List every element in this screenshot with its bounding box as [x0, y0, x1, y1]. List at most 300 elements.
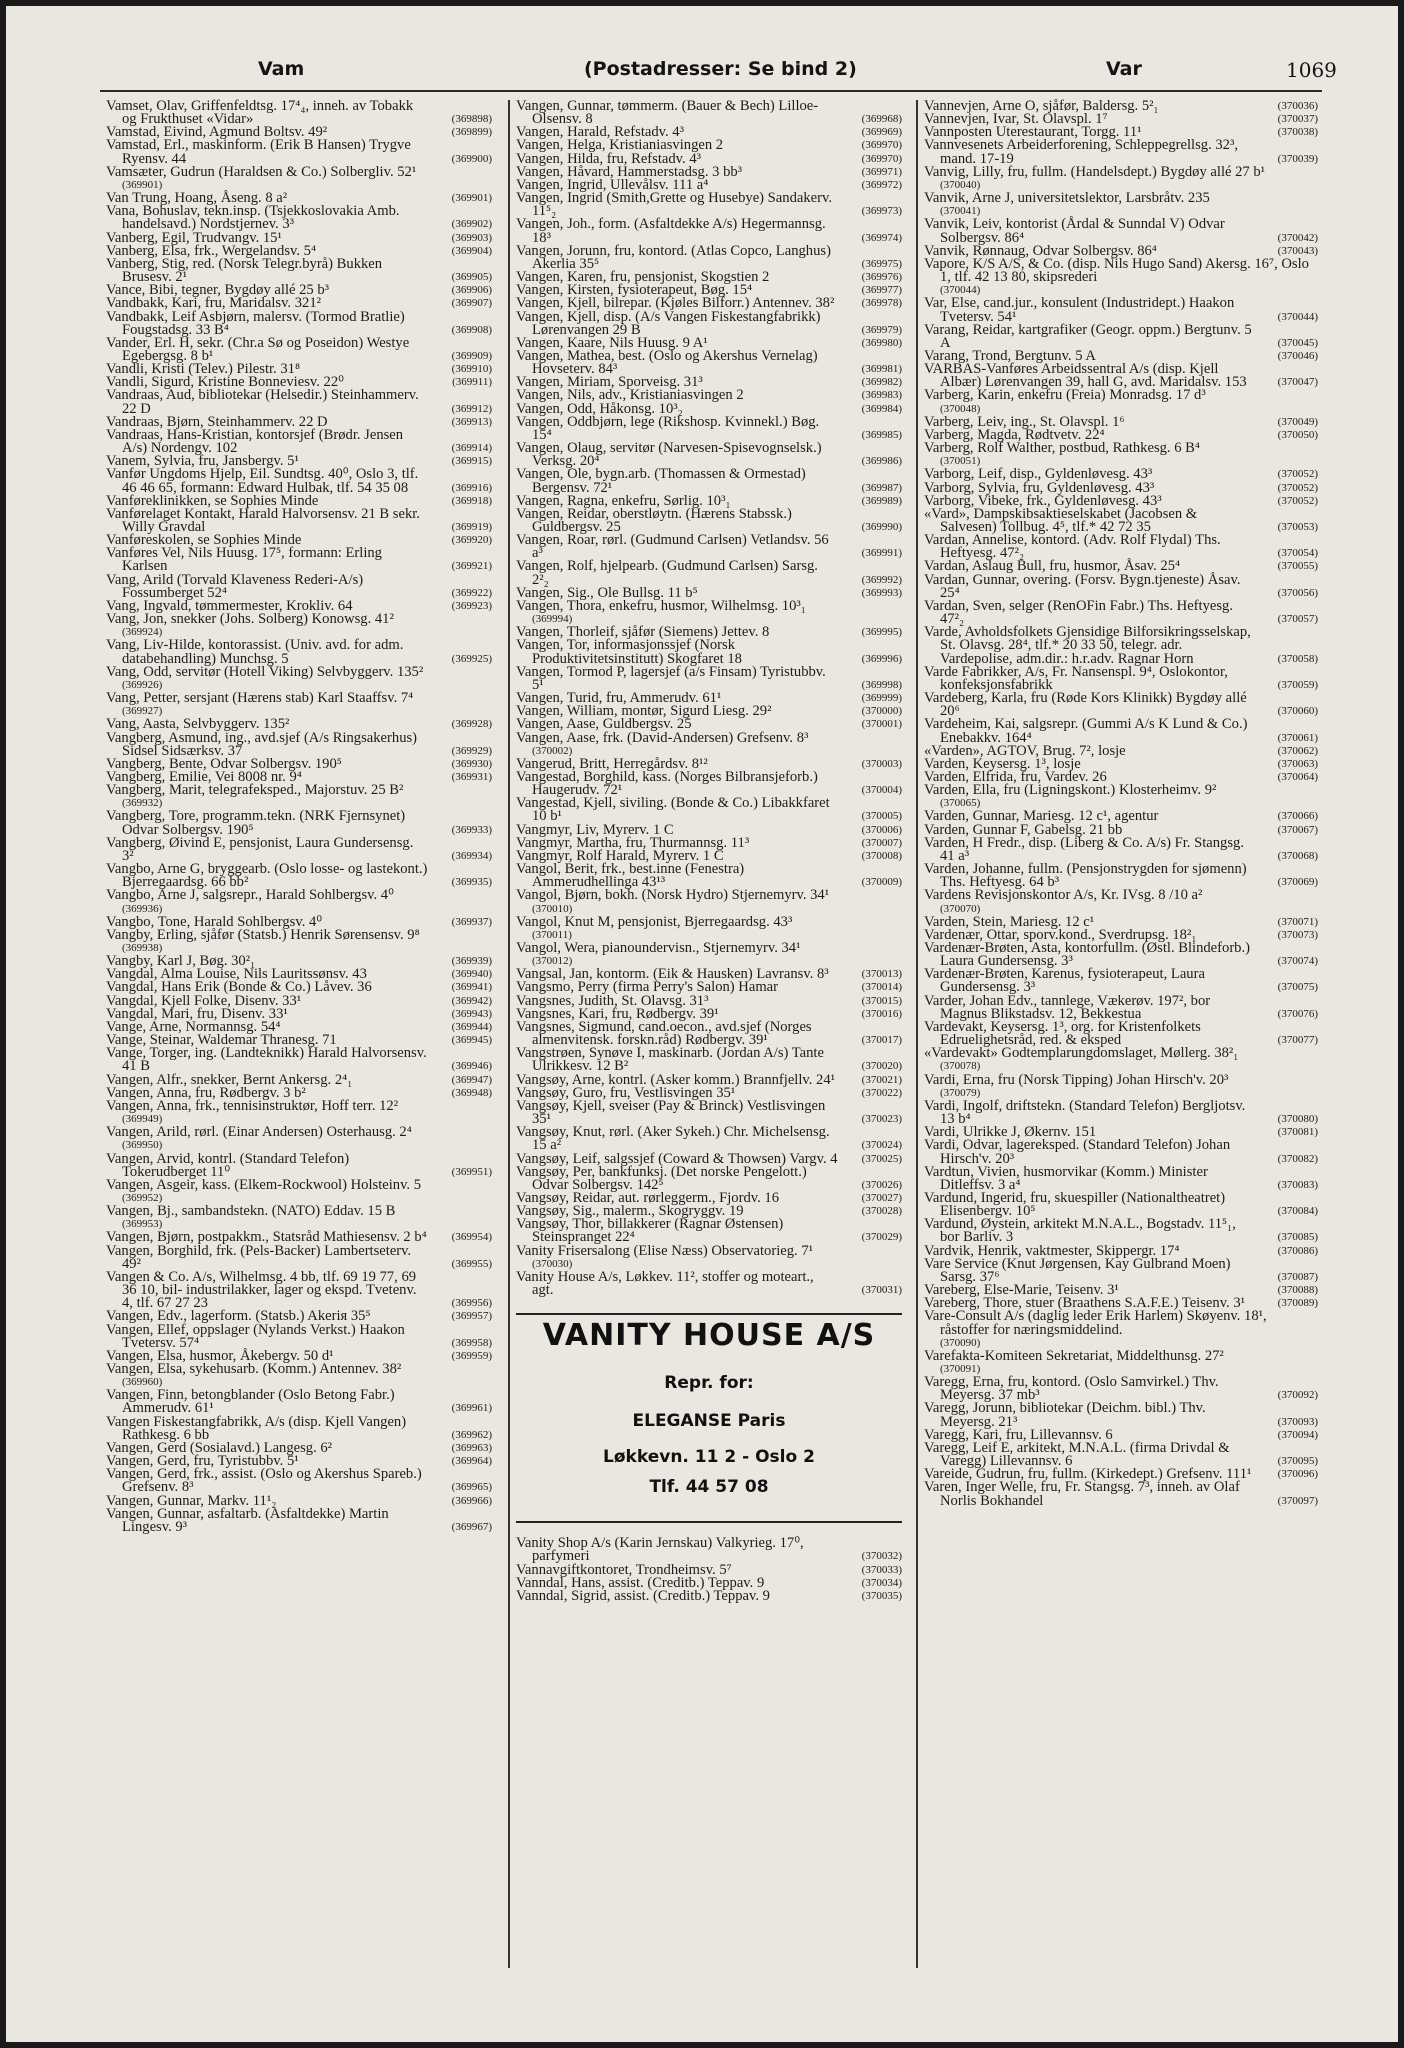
entry-text: Vangen, Arvid, kontrl. (Standard Telefon) Tokerudberget 11⁰ [106, 1150, 350, 1180]
entry-text: Vangen, Harald, Refstadv. 4³ [516, 124, 684, 141]
entry-code: (370004) [861, 784, 902, 797]
entry-text: Varegg, Jorunn, bibliotekar (Deichm. bibl.) Thv. Meyersg. 21³ [924, 1400, 1206, 1430]
entry-code: (370074) [1277, 955, 1318, 968]
entry-code: (370064) [1277, 770, 1318, 783]
directory-entry [924, 1218, 1318, 1244]
entry-text: Vangberg, Bente, Odvar Solbergsv. 190⁵ [106, 755, 342, 772]
entry-code: (369964) [451, 1455, 492, 1468]
entry-code: (369927) [122, 705, 163, 718]
entry-text: Vangbo, Tone, Harald Sohlbergsv. 4⁰ [106, 913, 323, 930]
entry-code: (369907) [451, 297, 492, 310]
entry-text: Vange, Steinar, Waldemar Thranesg. 71 [106, 1032, 337, 1049]
entry-text: Vana, Bohuslav, tekn.insp. (Tsjekkoslovakia Amb. handelsavd.) Nordstjernev. 3³ [106, 203, 400, 233]
entry-code: (369950) [122, 1139, 163, 1152]
entry-text: Vandraas, Hans-Kristian, kontorsjef (Brødr. Jensen A/s) Nordengv. 102 [106, 426, 404, 457]
entry-code: (369899) [451, 126, 492, 139]
directory-entry [106, 810, 492, 836]
directory-entry [106, 255, 492, 286]
entry-text: Vardeheim, Kai, salgsrepr. (Gummi A/s K Lund & Co.) Enebakkv. 164⁴ [924, 716, 1248, 746]
entry-text: Vanføres Vel, Nils Huusg. 17⁵, formann: Erling Karlsen [106, 545, 382, 575]
entry-code: (370040) [940, 178, 981, 191]
entry-text: Vandraas, Aud, bibliotekar (Helsedir.) Steinhammerv. 22 D [106, 387, 419, 417]
entry-code: (369978) [861, 297, 902, 310]
entry-text: Vareberg, Thore, stuer (Braathens S.A.F.E.) Teisenv. 3¹ [924, 1295, 1246, 1312]
entry-text: Vareberg, Else-Marie, Teisenv. 3¹ [924, 1282, 1119, 1299]
entry-code: (370020) [861, 1060, 902, 1073]
entry-code: (370002) [532, 744, 573, 757]
entry-code: (370096) [1277, 1468, 1318, 1481]
entry-text: Varden, Ella, fru (Ligningskont.) Klosterheimv. 9² [924, 782, 1217, 799]
directory-entry [924, 1481, 1318, 1507]
entry-code: (369911) [452, 376, 492, 389]
entry-code: (370006) [861, 823, 902, 836]
header-middle: (Postadresser: Se bind 2) [584, 58, 857, 80]
entry-text: Vangmyr, Liv, Myrerv. 1 C [516, 821, 674, 838]
entry-text: Vangsal, Jan, kontorm. (Eik & Hausken) Lavransv. 8³ [516, 966, 829, 983]
entry-code: (369903) [451, 231, 492, 244]
entry-code: (369937) [451, 915, 492, 928]
directory-entry [106, 1150, 492, 1180]
entry-text: Varberg, Rolf Walther, postbud, Rathkesg. 6 B⁴ [924, 440, 1200, 457]
directory-entry [924, 1402, 1318, 1428]
entry-text: Vangbo, Arne J, salgsrepr., Harald Sohlbergsv. 4⁰ [106, 887, 394, 904]
entry-code: (369959) [451, 1349, 492, 1362]
entry-text: Vangen, Joh., form. (Asfaltdekke A/s) Hegermannsg. 18³ [516, 216, 826, 246]
directory-entry [516, 347, 902, 378]
entry-text: Varegg, Erna, fru, kontord. (Oslo Samvirkel.) Thv. Meyersg. 37 mb³ [924, 1374, 1219, 1404]
entry-code: (369921) [451, 560, 492, 573]
entry-code: (369999) [861, 692, 902, 705]
column-2-entries [516, 100, 902, 1297]
entry-text: Vangsmo, Perry (firma Perry's Salon) Hamar [516, 979, 779, 996]
entry-text: Vang, Arild (Torvald Klaveness Rederi-A/s) Fossumberget 52⁴ [106, 571, 364, 601]
directory-entry [924, 1047, 1318, 1073]
entry-text: Vangen, Aase, Guldbergsv. 25 [516, 716, 692, 733]
entry-code: (369924) [122, 626, 163, 639]
entry-text: Varborg, Sylvia, fru, Gyldenløvesg. 43³ [924, 479, 1155, 496]
entry-text: Vandbakk, Leif Asbjørn, malersv. (Tormod Bratlie) Fougstadsg. 33 B⁴ [106, 308, 405, 338]
directory-entry [924, 834, 1318, 864]
entry-code: (370083) [1277, 1178, 1318, 1191]
entry-text: Vangsøy, Reidar, aut. rørleggerm., Fjordv. 16 [516, 1189, 779, 1206]
entry-code: (370090) [940, 1336, 981, 1349]
directory-entry [516, 1537, 902, 1563]
entry-code: (370027) [861, 1191, 902, 1204]
entry-code: (370044) [1277, 310, 1318, 323]
directory-entry [516, 1163, 902, 1193]
entry-text: Vangen, Edv., lagerform. (Statsb.) Akerія 35⁵ [106, 1308, 371, 1325]
directory-entry [516, 1242, 902, 1271]
entry-code: (370068) [1277, 849, 1318, 862]
header-rule [100, 90, 1322, 92]
entry-code: (369906) [451, 284, 492, 297]
directory-entry [516, 505, 902, 535]
entry-code: (369953) [122, 1218, 163, 1231]
entry-code: (370045) [1277, 336, 1318, 349]
entry-text: Vandraas, Bjørn, Steinhammerv. 22 D [106, 413, 328, 430]
ad-company-name: VANITY HOUSE A/S [542, 1318, 876, 1354]
entry-text: Vardan, Aslaug Bull, fru, husmor, Åsav. 25⁴ [924, 558, 1181, 575]
directory-entry [106, 1242, 492, 1272]
directory-entry [924, 1071, 1318, 1100]
directory-entry [924, 1376, 1318, 1402]
entry-code: (369996) [861, 652, 902, 665]
entry-code: (369956) [451, 1297, 492, 1310]
entry-code: (370075) [1277, 981, 1318, 994]
column-divider [508, 100, 510, 1968]
directory-entry [516, 242, 902, 272]
entry-code: (369943) [451, 1007, 492, 1020]
entry-text: Vang, Aasta, Selvbyggerv. 135² [106, 716, 290, 733]
entry-text: Varegg, Kari, fru, Lillevannsv. 6 [924, 1426, 1113, 1443]
entry-text: Varberg, Karin, enkefru (Freia) Monradsg. 17 d³ [924, 387, 1206, 404]
directory-entry [924, 1255, 1318, 1285]
entry-text: Vangsøy, Arne, kontrl. (Asker komm.) Brannfjellv. 24¹ [516, 1071, 836, 1088]
entry-code: (370043) [1277, 244, 1318, 257]
directory-entry [106, 926, 492, 955]
entry-code: (370032) [861, 1550, 902, 1563]
entry-text: Vangbo, Arne G, bryggearb. (Oslo losse- og lastekont.) Bjerregaardsg. 66 bb² [106, 861, 428, 891]
entry-text: Vangen, Gunnar, asfaltarb. (Asfaltdekke) Martin Lingesv. 9³ [106, 1505, 389, 1535]
entry-code: (370086) [1277, 1244, 1318, 1257]
entry-code: (370073) [1277, 928, 1318, 941]
entry-code: (370052) [1277, 468, 1318, 481]
entry-code: (369976) [861, 271, 902, 284]
entry-code: (370028) [861, 1205, 902, 1218]
entry-text: Vanndal, Hans, assist. (Creditb.) Teppav. 9 [516, 1574, 765, 1591]
entry-code: (369993) [861, 586, 902, 599]
entry-code: (370013) [861, 968, 902, 981]
entry-code: (369939) [451, 955, 492, 968]
entry-text: Varden, Stein, Mariesg. 12 c¹ [924, 913, 1095, 930]
entry-code: (369965) [451, 1481, 492, 1494]
entry-code: (369938) [122, 942, 163, 954]
entry-code: (369932) [122, 797, 163, 810]
entry-text: Vandbakk, Kari, fru, Maridalsv. 321² [106, 295, 321, 312]
entry-code: (369898) [451, 113, 492, 126]
entry-text: Vangen, Elsa, husmor, Åkebergv. 50 d¹ [106, 1347, 334, 1364]
entry-text: Vangen, Jorunn, fru, kontord. (Atlas Copco, Langhus) Akerlia 35⁵ [516, 242, 831, 272]
entry-text: Vangol, Berit, frk., best.inne (Fenestra) Ammerudhellinga 43¹³ [516, 861, 745, 891]
entry-code: (370094) [1277, 1428, 1318, 1441]
entry-text: Vangsøy, Guro, fru, Vestlisvingen 35¹ [516, 1084, 736, 1101]
entry-text: Vanvik, Rønnaug, Odvar Solbergsv. 86⁴ [924, 242, 1157, 259]
entry-text: Vanvig, Lilly, fru, fullm. (Handelsdept.) Bygdøy allé 27 b¹ [924, 163, 1266, 180]
entry-code: (369900) [451, 152, 492, 165]
directory-entry [106, 1205, 492, 1231]
entry-text: Vardan, Sven, selger (RenOFin Fabr.) Ths. Heftyesg. 47²₂ [924, 597, 1233, 628]
header-right: Var [1106, 58, 1142, 80]
entry-text: Vardenær-Brøten, Asta, kontorfullm. (Østl. Blindeforb.) Laura Gundersensg. 3³ [924, 940, 1250, 970]
entry-code: (370079) [940, 1086, 981, 1099]
entry-code: (370016) [861, 1007, 902, 1020]
entry-text: Vangen, Oddbjørn, lege (Rikshosp. Kvinnekl.) Bøg. 15⁴ [516, 413, 820, 443]
entry-text: Vangen, Miriam, Sporveisg. 31³ [516, 374, 703, 391]
entry-code: (369985) [861, 428, 902, 441]
entry-text: Vangen, Reidar, oberstløytn. (Hærens Stabssk.) Guldbergsv. 25 [516, 505, 792, 535]
directory-entry [516, 597, 902, 626]
entry-text: Vangstrøen, Synøve I, maskinarb. (Jordan A/s) Tante Ulrikkesv. 12 B² [516, 1045, 824, 1075]
directory-entry [924, 192, 1318, 218]
entry-text: Vapore, K/S A/S, & Co. (disp. Nils Hugo Sand) Akersg. 16⁷, Oslo 1, tlf. 42 13 80, skipsrederi [924, 255, 1309, 286]
entry-code: (370085) [1277, 1231, 1318, 1244]
entry-code: (370008) [861, 849, 902, 862]
entry-code: (370077) [1277, 1034, 1318, 1047]
entry-text: Vander, Erl. H, sekr. (Chr.a Sø og Poseidon) Westye Egebergsg. 8 b¹ [106, 334, 410, 364]
entry-code: (369960) [122, 1376, 163, 1389]
directory-entry [106, 308, 492, 338]
directory-entry [516, 1047, 902, 1073]
entry-text: Vangdal, Alma Louise, Nils Lauritssønsv. 43 [106, 966, 367, 983]
entry-text: Vangen, Ragna, enkefru, Sørlig. 10³₁ [516, 492, 731, 509]
directory-entry [106, 468, 492, 494]
entry-code: (370095) [1277, 1455, 1318, 1468]
entry-code: (370051) [940, 455, 981, 468]
entry-code: (369963) [451, 1441, 492, 1454]
entry-code: (370003) [861, 757, 902, 770]
entry-text: Vardan, Annelise, kontord. (Adv. Rolf Flydal) Ths. Heftyesg. 47²₂ [924, 532, 1221, 562]
directory-entry [924, 1163, 1318, 1193]
entry-text: Vangen, Ingrid (Smith,Grette og Husebye) Sandakerv. 11⁵₂ [516, 190, 832, 220]
entry-text: Vangen, Kirsten, fysioterapeut, Bøg. 15⁴ [516, 282, 753, 299]
entry-code: (369980) [861, 336, 902, 349]
entry-code: (370055) [1277, 560, 1318, 573]
entry-text: Vangmyr, Martha, fru, Thurmannsg. 11³ [516, 834, 750, 851]
directory-entry [106, 613, 492, 639]
entry-text: Vareide, Gudrun, fru, fullm. (Kirkedept.) Grefsenv. 111¹ [924, 1466, 1252, 1483]
entry-text: Varde Fabrikker, A/s, Fr. Nansenspl. 9⁴, Oslokontor, konfeksjonsfabrikk [924, 663, 1228, 693]
entry-text: Vangen, Bjørn, postpakkm., Statsråd Mathiesensv. 2 b⁴ [106, 1229, 427, 1246]
ad-phone: Tlf. 44 57 08 [649, 1477, 769, 1498]
directory-entry [516, 1018, 902, 1049]
entry-text: Vangen, Anna, fru, Rødbergv. 3 b² [106, 1084, 306, 1101]
entry-code: (370048) [940, 402, 981, 415]
entry-text: Vanndal, Sigrid, assist. (Creditb.) Teppav. 9 [516, 1587, 770, 1604]
entry-code: (370001) [861, 718, 902, 731]
entry-code: (369944) [451, 1020, 492, 1033]
entry-text: Vangen, Kjell, bilrepar. (Kjøles Bilforr.) Antennev. 38² [516, 295, 835, 312]
entry-code: (369926) [122, 678, 163, 691]
directory-entry [924, 534, 1318, 560]
entry-text: Vangsnes, Sigmund, cand.oecon., avd.sjef (Norges almenvitensk. forskn.råd) Rødbergv. 39¹ [516, 1018, 812, 1049]
entry-text: Varden, H Fredr., disp. (Liberg & Co. A/s) Fr. Stangsg. 41 a³ [924, 834, 1244, 864]
entry-text: Vanfør Ungdoms Hjelp, Eil. Sundtsg. 40⁰, Oslo 3, tlf. 46 46 65, formann: Edward Hulbak, tlf. 54 35 08 [106, 466, 419, 496]
entry-text: Vardan, Gunnar, overing. (Forsv. Bygn.tjeneste) Åsav. 25⁴ [924, 571, 1241, 601]
entry-code: (369909) [451, 349, 492, 362]
entry-text: Vannvesenets Arbeiderforening, Schleppegrellsg. 32³, mand. 17-19 [924, 137, 1238, 167]
entry-text: Varborg, Vibeke, frk., Gyldenløvesg. 43³ [924, 492, 1162, 509]
entry-text: Vangberg, Øivind E, pensjonist, Laura Gundersensg. 3² [106, 834, 414, 864]
directory-entry [516, 1126, 902, 1152]
directory-entry [106, 1097, 492, 1126]
entry-code: (370017) [861, 1034, 902, 1047]
entry-code: (370082) [1277, 1152, 1318, 1165]
directory-entry [516, 942, 902, 968]
directory-entry [516, 1097, 902, 1128]
entry-code: (369919) [451, 521, 492, 533]
directory-entry [516, 663, 902, 693]
entry-code: (370063) [1277, 757, 1318, 770]
directory-entry [516, 192, 902, 218]
directory-entry [106, 1047, 492, 1073]
entry-code: (370038) [1277, 126, 1318, 139]
entry-code: (369983) [861, 389, 902, 402]
entry-text: Vangen, Borghild, frk. (Pels-Backer) Lambertseterv. 49² [106, 1242, 412, 1272]
entry-code: (369954) [451, 1231, 492, 1244]
entry-text: Vannavgiftkontoret, Trondheimsv. 5⁷ [516, 1561, 732, 1578]
entry-code: (369936) [122, 902, 163, 915]
directory-entry [924, 363, 1318, 389]
entry-text: Vangby, Erling, sjåfør (Statsb.) Henrik Sørensensv. 9⁸ [106, 926, 420, 943]
entry-text: «Vard», Dampskibsaktieselskabet (Jacobsen & Salvesen) Tollbug. 4⁵, tlf.* 42 72 35 [924, 505, 1198, 535]
directory-entry [924, 1439, 1318, 1470]
directory-entry [516, 1587, 902, 1604]
entry-code: (369967) [451, 1520, 492, 1533]
entry-code: (370070) [940, 902, 981, 915]
entry-text: Vangberg, Tore, programm.tekn. (NRK Fjernsynet) Odvar Solbergsv. 190⁵ [106, 808, 406, 838]
directory-entry [516, 913, 902, 942]
entry-text: Varborg, Leif, disp., Gyldenløvesg. 43³ [924, 466, 1153, 483]
entry-code: (369990) [861, 521, 902, 533]
entry-code: (370091) [940, 1363, 981, 1375]
entry-code: (369998) [861, 678, 902, 691]
ad-address: Løkkevn. 11 2 - Oslo 2 [603, 1447, 815, 1468]
entry-code: (369915) [451, 455, 492, 468]
entry-code: (369952) [122, 1191, 163, 1204]
entry-code: (369970) [861, 152, 902, 165]
entry-code: (369955) [451, 1257, 492, 1270]
directory-entry [516, 639, 902, 665]
entry-text: Vannevjen, Ivar, St. Olavspl. 1⁷ [924, 111, 1108, 128]
directory-entry [106, 1126, 492, 1152]
entry-code: (369925) [451, 652, 492, 665]
directory-entry [924, 442, 1318, 468]
directory-entry [924, 321, 1318, 351]
entry-text: Vangen, Thorleif, sjåfør (Siemens) Jettev. 8 [516, 624, 770, 641]
directory-entry [924, 663, 1318, 693]
directory-entry [516, 1218, 902, 1244]
entry-text: Vangol, Wera, pianoundervisn., Stjernemyrv. 34¹ [516, 940, 801, 956]
entry-text: Vanity House A/s, Løkkev. 11², stoffer og moteart., agt. [516, 1268, 814, 1299]
entry-code: (369966) [451, 1494, 492, 1507]
entry-text: Vanberg, Stig, red. (Norsk Telegr.byrå) Bukken Brusesv. 2¹ [106, 255, 383, 286]
entry-code: (369957) [451, 1310, 492, 1323]
directory-entry [516, 413, 902, 443]
entry-text: Vangen, Tormod P, lagersjef (a/s Finsam) Tyristubbv. 5¹ [516, 663, 826, 693]
entry-text: Vangen, William, montør, Sigurd Liesg. 29² [516, 703, 772, 720]
entry-text: Vamsæter, Gudrun (Haraldsen & Co.) Solbergliv. 52¹ [106, 163, 417, 180]
entry-code: (369916) [451, 481, 492, 494]
directory-entry [106, 1413, 492, 1443]
directory-entry [924, 297, 1318, 323]
directory-entry [106, 426, 492, 457]
entry-text: Vangsøy, Per, bankfunksj. (Det norske Pengelott.) Odvar Solbergsv. 142⁵ [516, 1163, 807, 1193]
directory-entry [106, 889, 492, 915]
entry-code: (369951) [451, 1165, 492, 1178]
entry-code: (369975) [861, 257, 902, 270]
entry-text: Vangen, Ingrid, Ullevålsv. 111 a⁴ [516, 176, 709, 193]
entry-text: Vangsøy, Sig., malerm., Skogryggv. 19 [516, 1203, 744, 1220]
entry-code: (370037) [1277, 113, 1318, 126]
entry-code: (370057) [1277, 613, 1318, 626]
entry-code: (370010) [532, 902, 573, 915]
entry-code: (370044) [940, 284, 981, 297]
directory-entry [106, 139, 492, 165]
entry-code: (370023) [861, 1113, 902, 1126]
entry-text: Vanføreklinikken, se Sophies Minde [106, 492, 319, 509]
entry-text: Vangen, Olaug, servitør (Narvesen-Spisevognselsk.) Verksg. 20⁴ [516, 440, 822, 470]
entry-text: Vandli, Sigurd, Kristine Bonneviesv. 22⁰ [106, 374, 344, 391]
entry-code: (370046) [1277, 349, 1318, 362]
entry-code: (369945) [451, 1034, 492, 1047]
entry-text: Varde, Avholdsfolkets Gjensidige Bilforsikringsselskap, St. Olavsg. 28⁴, tlf.* 20 33 50, telegr. adr. Vardepolise, adm.dir.: h.r.adv. Ragnar Horn [924, 624, 1251, 667]
entry-code: (369904) [451, 244, 492, 257]
entry-text: Vandli, Kristi (Telev.) Pilestr. 31⁸ [106, 361, 301, 378]
entry-text: Vardeberg, Karla, fru (Røde Kors Klinikk) Bygdøy allé 20⁶ [924, 690, 1247, 720]
entry-code: (369971) [861, 165, 902, 178]
entry-text: Vanvik, Arne J, universitetslektor, Larsbråtv. 235 [924, 190, 1210, 207]
entry-code: (369920) [451, 534, 492, 547]
entry-text: Varden, Elfrida, fru, Vardev. 26 [924, 768, 1107, 785]
entry-code: (370031) [861, 1284, 902, 1297]
entry-text: Vange, Torger, ing. (Landteknikk) Harald Halvorsensv. 41 B [106, 1045, 427, 1075]
entry-text: Vangsøy, Thor, billakkerer (Ragnar Østensen) Steinspranget 22⁴ [516, 1216, 784, 1246]
entry-code: (369918) [451, 494, 492, 507]
entry-code: (369940) [451, 968, 492, 981]
entry-code: (370036) [1277, 100, 1318, 112]
directory-entry [924, 255, 1318, 297]
entry-text: Vangen & Co. A/s, Wilhelmsg. 4 bb, tlf. 69 19 77, 69 36 10, bil- industrilakker, lager og ekspd. Tvetenv. 4, tlf. 67 27 23 [106, 1268, 417, 1312]
directory-entry [924, 784, 1318, 810]
directory-entry [924, 992, 1318, 1022]
entry-code: (370007) [861, 836, 902, 849]
entry-text: Vangen, Helga, Kristianiasvingen 2 [516, 137, 724, 154]
entry-text: Vare Service (Knut Jørgensen, Kay Gulbrand Moen) Sarsg. 37⁶ [924, 1255, 1231, 1285]
entry-code: (370026) [861, 1178, 902, 1191]
entry-code: (370093) [1277, 1415, 1318, 1428]
entry-text: Varden, Gunnar, Mariesg. 12 c¹, agentur [924, 808, 1159, 825]
entry-code: (370000) [861, 705, 902, 718]
entry-text: Vangen, Karen, fru, pensjonist, Skogstien 2 [516, 269, 770, 286]
directory-entry [106, 389, 492, 415]
entry-text: Vardevakt, Keysersg. 1³, org. for Kristenfolkets Edruelighetsråd, red. & eksped [924, 1018, 1201, 1049]
directory-entry [106, 1505, 492, 1535]
entry-text: Vangsnes, Kari, fru, Rødbergv. 39¹ [516, 1005, 719, 1022]
entry-text: Varden, Gunnar F, Gabelsg. 21 bb [924, 821, 1123, 838]
directory-entry [106, 663, 492, 692]
entry-text: Vangen, Gerd, fru, Tyristubbv. 5¹ [106, 1453, 299, 1470]
entry-text: Vangberg, Asmund, ing., avd.sjef (A/s Ringsakerhus) Sidsel Sidsærksv. 37 [106, 729, 418, 759]
directory-entry [924, 1189, 1318, 1220]
entry-text: Vanity Frisersalong (Elise Næss) Observatorieg. 7¹ [516, 1242, 814, 1259]
entry-text: Vanberg, Egil, Trudvangv. 15¹ [106, 229, 282, 246]
entry-code: (369979) [861, 323, 902, 336]
entry-code: (370047) [1277, 376, 1318, 389]
directory-entry [106, 1389, 492, 1415]
entry-text: Vangberg, Emilie, Vei 8008 nr. 9⁴ [106, 768, 302, 785]
column-2-entries-after-ad [516, 1537, 902, 1603]
directory-entry [106, 1321, 492, 1351]
entry-text: Vangmyr, Rolf Harald, Myrerv. 1 C [516, 847, 724, 864]
entry-text: Vangen, Gunnar, tømmerm. (Bauer & Bech) Lilloe-Olsensv. 8 [516, 98, 819, 128]
entry-code: (370042) [1277, 231, 1318, 244]
entry-code: (369986) [861, 455, 902, 468]
entry-text: Vangen, Nils, adv., Kristianiasvingen 2 [516, 387, 744, 404]
entry-text: Vangen, Håvard, Hammerstadsg. 3 bb³ [516, 163, 743, 180]
entry-text: Vangol, Knut M, pensjonist, Bjerregaardsg. 43³ [516, 913, 793, 930]
entry-text: Vangdal, Kjell Folke, Disenv. 33¹ [106, 992, 302, 1009]
entry-text: VARBAS-Vanføres Arbeidssentral A/s (disp. Kjell Albær) Lørenvangen 39, hall G, avd. Maridalsv. 153 [924, 361, 1247, 391]
